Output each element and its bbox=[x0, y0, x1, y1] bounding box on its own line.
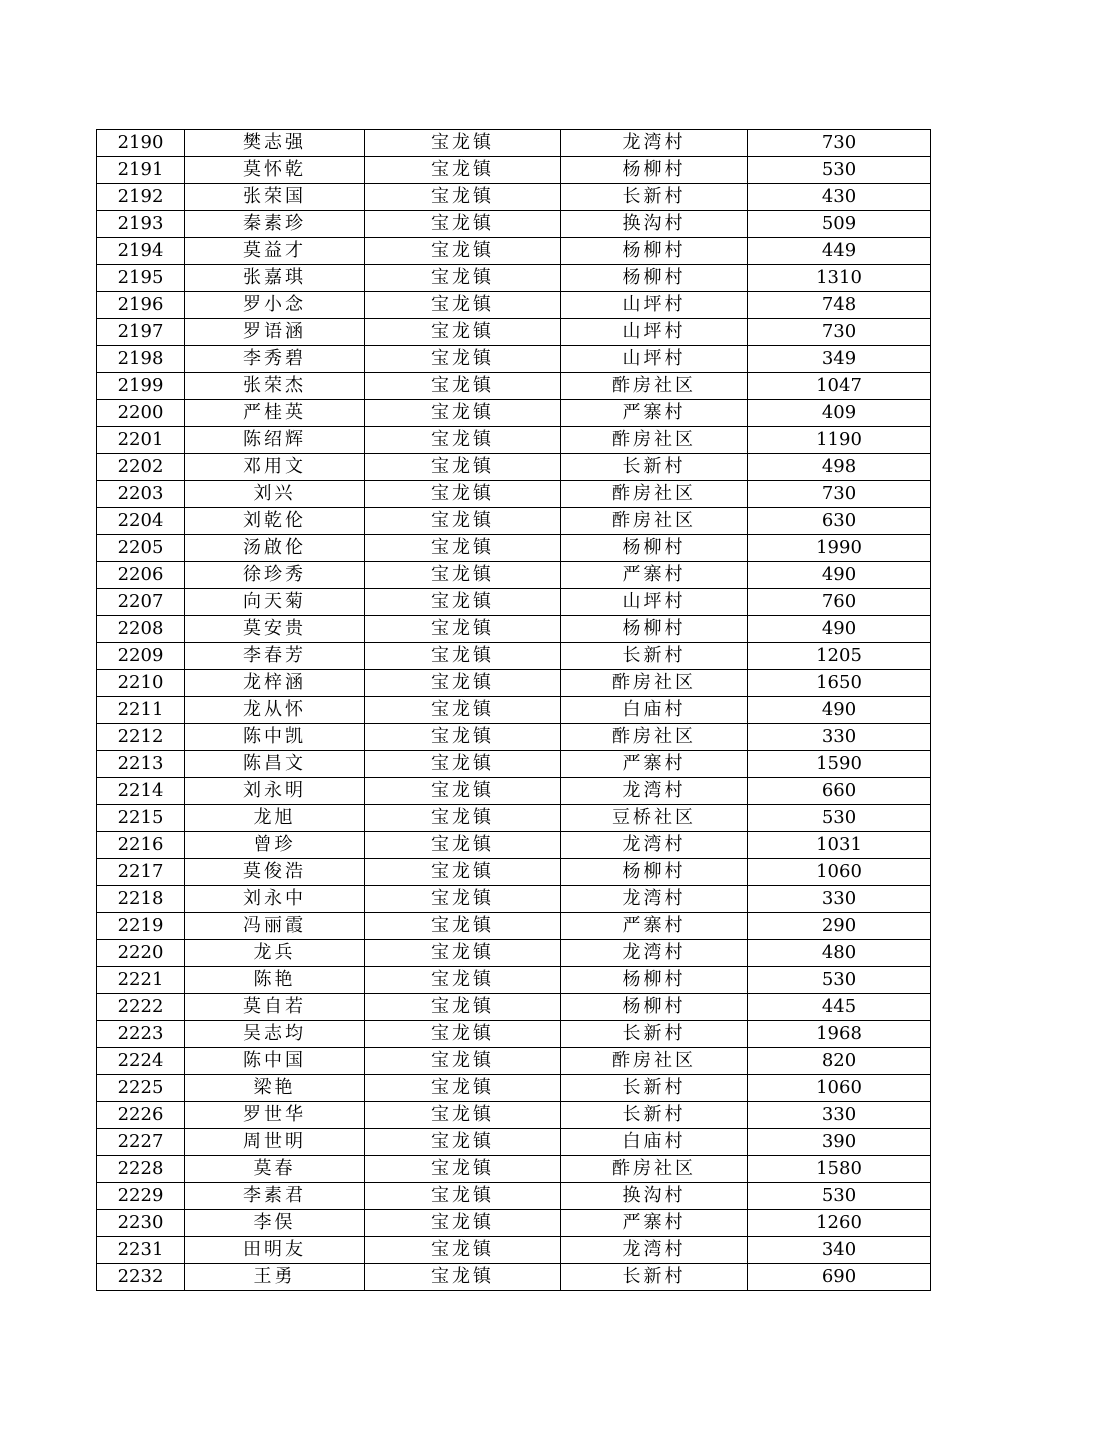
serial-number-cell: 2202 bbox=[97, 454, 185, 481]
person-name-cell: 樊志强 bbox=[185, 130, 365, 157]
town-cell: 宝龙镇 bbox=[365, 994, 561, 1021]
serial-number-cell: 2218 bbox=[97, 886, 185, 913]
person-name-cell: 张荣国 bbox=[185, 184, 365, 211]
amount-cell: 1260 bbox=[748, 1210, 931, 1237]
town-cell: 宝龙镇 bbox=[365, 508, 561, 535]
person-name-cell: 莫自若 bbox=[185, 994, 365, 1021]
serial-number-cell: 2227 bbox=[97, 1129, 185, 1156]
serial-number-cell: 2209 bbox=[97, 643, 185, 670]
town-cell: 宝龙镇 bbox=[365, 130, 561, 157]
table-row bbox=[97, 427, 931, 454]
table-row bbox=[97, 211, 931, 238]
table-row bbox=[97, 805, 931, 832]
village-cell: 山坪村 bbox=[561, 292, 748, 319]
table-row bbox=[97, 616, 931, 643]
town-cell: 宝龙镇 bbox=[365, 562, 561, 589]
person-name-cell: 徐珍秀 bbox=[185, 562, 365, 589]
person-name-cell: 陈昌文 bbox=[185, 751, 365, 778]
serial-number-cell: 2210 bbox=[97, 670, 185, 697]
table-row bbox=[97, 1048, 931, 1075]
serial-number-cell: 2196 bbox=[97, 292, 185, 319]
person-name-cell: 龙梓涵 bbox=[185, 670, 365, 697]
serial-number-cell: 2219 bbox=[97, 913, 185, 940]
town-cell: 宝龙镇 bbox=[365, 157, 561, 184]
table-row bbox=[97, 265, 931, 292]
person-name-cell: 罗世华 bbox=[185, 1102, 365, 1129]
table-row bbox=[97, 130, 931, 157]
person-name-cell: 李素君 bbox=[185, 1183, 365, 1210]
table-row bbox=[97, 454, 931, 481]
amount-cell: 660 bbox=[748, 778, 931, 805]
amount-cell: 1031 bbox=[748, 832, 931, 859]
serial-number-cell: 2205 bbox=[97, 535, 185, 562]
amount-cell: 509 bbox=[748, 211, 931, 238]
amount-cell: 730 bbox=[748, 319, 931, 346]
serial-number-cell: 2208 bbox=[97, 616, 185, 643]
town-cell: 宝龙镇 bbox=[365, 778, 561, 805]
village-cell: 长新村 bbox=[561, 1102, 748, 1129]
serial-number-cell: 2198 bbox=[97, 346, 185, 373]
serial-number-cell: 2194 bbox=[97, 238, 185, 265]
person-name-cell: 莫俊浩 bbox=[185, 859, 365, 886]
amount-cell: 1310 bbox=[748, 265, 931, 292]
serial-number-cell: 2223 bbox=[97, 1021, 185, 1048]
serial-number-cell: 2220 bbox=[97, 940, 185, 967]
amount-cell: 498 bbox=[748, 454, 931, 481]
serial-number-cell: 2203 bbox=[97, 481, 185, 508]
table-row bbox=[97, 832, 931, 859]
amount-cell: 760 bbox=[748, 589, 931, 616]
person-name-cell: 严桂英 bbox=[185, 400, 365, 427]
serial-number-cell: 2212 bbox=[97, 724, 185, 751]
person-name-cell: 秦素珍 bbox=[185, 211, 365, 238]
amount-cell: 490 bbox=[748, 562, 931, 589]
town-cell: 宝龙镇 bbox=[365, 697, 561, 724]
serial-number-cell: 2195 bbox=[97, 265, 185, 292]
serial-number-cell: 2192 bbox=[97, 184, 185, 211]
village-cell: 长新村 bbox=[561, 643, 748, 670]
table-row bbox=[97, 1156, 931, 1183]
table-row bbox=[97, 157, 931, 184]
table-row bbox=[97, 994, 931, 1021]
table-row bbox=[97, 670, 931, 697]
town-cell: 宝龙镇 bbox=[365, 1237, 561, 1264]
person-name-cell: 罗小念 bbox=[185, 292, 365, 319]
amount-cell: 1190 bbox=[748, 427, 931, 454]
amount-cell: 390 bbox=[748, 1129, 931, 1156]
village-cell: 杨柳村 bbox=[561, 535, 748, 562]
person-name-cell: 龙从怀 bbox=[185, 697, 365, 724]
town-cell: 宝龙镇 bbox=[365, 886, 561, 913]
village-cell: 酢房社区 bbox=[561, 670, 748, 697]
person-name-cell: 张荣杰 bbox=[185, 373, 365, 400]
amount-cell: 690 bbox=[748, 1264, 931, 1291]
town-cell: 宝龙镇 bbox=[365, 967, 561, 994]
person-name-cell: 莫春 bbox=[185, 1156, 365, 1183]
serial-number-cell: 2199 bbox=[97, 373, 185, 400]
serial-number-cell: 2216 bbox=[97, 832, 185, 859]
amount-cell: 1650 bbox=[748, 670, 931, 697]
table-row bbox=[97, 184, 931, 211]
town-cell: 宝龙镇 bbox=[365, 319, 561, 346]
village-cell: 酢房社区 bbox=[561, 481, 748, 508]
amount-cell: 409 bbox=[748, 400, 931, 427]
village-cell: 白庙村 bbox=[561, 1129, 748, 1156]
amount-cell: 630 bbox=[748, 508, 931, 535]
serial-number-cell: 2224 bbox=[97, 1048, 185, 1075]
town-cell: 宝龙镇 bbox=[365, 346, 561, 373]
amount-cell: 490 bbox=[748, 697, 931, 724]
person-name-cell: 王勇 bbox=[185, 1264, 365, 1291]
person-name-cell: 向天菊 bbox=[185, 589, 365, 616]
table-row bbox=[97, 886, 931, 913]
village-cell: 长新村 bbox=[561, 184, 748, 211]
town-cell: 宝龙镇 bbox=[365, 184, 561, 211]
person-name-cell: 冯丽霞 bbox=[185, 913, 365, 940]
serial-number-cell: 2228 bbox=[97, 1156, 185, 1183]
serial-number-cell: 2193 bbox=[97, 211, 185, 238]
table-row bbox=[97, 1210, 931, 1237]
person-name-cell: 李俣 bbox=[185, 1210, 365, 1237]
table-row bbox=[97, 1264, 931, 1291]
amount-cell: 820 bbox=[748, 1048, 931, 1075]
table-row bbox=[97, 1021, 931, 1048]
person-name-cell: 莫益才 bbox=[185, 238, 365, 265]
serial-number-cell: 2222 bbox=[97, 994, 185, 1021]
table-row bbox=[97, 1102, 931, 1129]
person-name-cell: 刘兴 bbox=[185, 481, 365, 508]
table-row bbox=[97, 562, 931, 589]
serial-number-cell: 2232 bbox=[97, 1264, 185, 1291]
person-name-cell: 陈中凯 bbox=[185, 724, 365, 751]
table-row bbox=[97, 238, 931, 265]
amount-cell: 490 bbox=[748, 616, 931, 643]
person-name-cell: 李春芳 bbox=[185, 643, 365, 670]
amount-cell: 290 bbox=[748, 913, 931, 940]
table-row bbox=[97, 535, 931, 562]
village-cell: 山坪村 bbox=[561, 589, 748, 616]
person-name-cell: 莫怀乾 bbox=[185, 157, 365, 184]
village-cell: 龙湾村 bbox=[561, 832, 748, 859]
amount-cell: 340 bbox=[748, 1237, 931, 1264]
village-cell: 山坪村 bbox=[561, 346, 748, 373]
amount-cell: 530 bbox=[748, 805, 931, 832]
serial-number-cell: 2217 bbox=[97, 859, 185, 886]
town-cell: 宝龙镇 bbox=[365, 292, 561, 319]
serial-number-cell: 2206 bbox=[97, 562, 185, 589]
person-name-cell: 刘乾伦 bbox=[185, 508, 365, 535]
village-cell: 严寨村 bbox=[561, 562, 748, 589]
serial-number-cell: 2191 bbox=[97, 157, 185, 184]
person-name-cell: 刘永中 bbox=[185, 886, 365, 913]
table-row bbox=[97, 508, 931, 535]
table-row bbox=[97, 778, 931, 805]
table-row bbox=[97, 292, 931, 319]
village-cell: 酢房社区 bbox=[561, 427, 748, 454]
town-cell: 宝龙镇 bbox=[365, 859, 561, 886]
town-cell: 宝龙镇 bbox=[365, 751, 561, 778]
town-cell: 宝龙镇 bbox=[365, 616, 561, 643]
serial-number-cell: 2190 bbox=[97, 130, 185, 157]
serial-number-cell: 2207 bbox=[97, 589, 185, 616]
table-row bbox=[97, 751, 931, 778]
table-row bbox=[97, 697, 931, 724]
serial-number-cell: 2225 bbox=[97, 1075, 185, 1102]
serial-number-cell: 2214 bbox=[97, 778, 185, 805]
serial-number-cell: 2215 bbox=[97, 805, 185, 832]
village-cell: 严寨村 bbox=[561, 1210, 748, 1237]
village-cell: 杨柳村 bbox=[561, 994, 748, 1021]
serial-number-cell: 2213 bbox=[97, 751, 185, 778]
village-cell: 白庙村 bbox=[561, 697, 748, 724]
table-row bbox=[97, 724, 931, 751]
table-row bbox=[97, 346, 931, 373]
amount-cell: 445 bbox=[748, 994, 931, 1021]
serial-number-cell: 2226 bbox=[97, 1102, 185, 1129]
amount-cell: 349 bbox=[748, 346, 931, 373]
town-cell: 宝龙镇 bbox=[365, 1102, 561, 1129]
town-cell: 宝龙镇 bbox=[365, 1156, 561, 1183]
serial-number-cell: 2211 bbox=[97, 697, 185, 724]
village-cell: 严寨村 bbox=[561, 400, 748, 427]
serial-number-cell: 2201 bbox=[97, 427, 185, 454]
amount-cell: 449 bbox=[748, 238, 931, 265]
table-row bbox=[97, 1183, 931, 1210]
village-cell: 龙湾村 bbox=[561, 886, 748, 913]
amount-cell: 330 bbox=[748, 724, 931, 751]
amount-cell: 330 bbox=[748, 886, 931, 913]
town-cell: 宝龙镇 bbox=[365, 1048, 561, 1075]
village-cell: 长新村 bbox=[561, 1075, 748, 1102]
town-cell: 宝龙镇 bbox=[365, 238, 561, 265]
village-cell: 龙湾村 bbox=[561, 940, 748, 967]
table-row bbox=[97, 967, 931, 994]
town-cell: 宝龙镇 bbox=[365, 670, 561, 697]
serial-number-cell: 2229 bbox=[97, 1183, 185, 1210]
town-cell: 宝龙镇 bbox=[365, 1075, 561, 1102]
person-name-cell: 梁艳 bbox=[185, 1075, 365, 1102]
serial-number-cell: 2231 bbox=[97, 1237, 185, 1264]
village-cell: 杨柳村 bbox=[561, 265, 748, 292]
person-name-cell: 龙兵 bbox=[185, 940, 365, 967]
amount-cell: 748 bbox=[748, 292, 931, 319]
village-cell: 杨柳村 bbox=[561, 616, 748, 643]
table-row bbox=[97, 1129, 931, 1156]
amount-cell: 530 bbox=[748, 1183, 931, 1210]
town-cell: 宝龙镇 bbox=[365, 1183, 561, 1210]
amount-cell: 430 bbox=[748, 184, 931, 211]
serial-number-cell: 2197 bbox=[97, 319, 185, 346]
village-cell: 杨柳村 bbox=[561, 859, 748, 886]
village-cell: 换沟村 bbox=[561, 211, 748, 238]
town-cell: 宝龙镇 bbox=[365, 589, 561, 616]
village-cell: 酢房社区 bbox=[561, 724, 748, 751]
town-cell: 宝龙镇 bbox=[365, 454, 561, 481]
town-cell: 宝龙镇 bbox=[365, 373, 561, 400]
person-name-cell: 罗语涵 bbox=[185, 319, 365, 346]
village-cell: 杨柳村 bbox=[561, 238, 748, 265]
town-cell: 宝龙镇 bbox=[365, 643, 561, 670]
person-name-cell: 邓用文 bbox=[185, 454, 365, 481]
amount-cell: 1060 bbox=[748, 859, 931, 886]
table-body bbox=[97, 130, 931, 1291]
village-cell: 长新村 bbox=[561, 454, 748, 481]
village-cell: 严寨村 bbox=[561, 913, 748, 940]
amount-cell: 330 bbox=[748, 1102, 931, 1129]
amount-cell: 1580 bbox=[748, 1156, 931, 1183]
village-cell: 酢房社区 bbox=[561, 373, 748, 400]
town-cell: 宝龙镇 bbox=[365, 724, 561, 751]
person-name-cell: 陈中国 bbox=[185, 1048, 365, 1075]
table-row bbox=[97, 481, 931, 508]
person-name-cell: 莫安贵 bbox=[185, 616, 365, 643]
person-name-cell: 周世明 bbox=[185, 1129, 365, 1156]
village-cell: 山坪村 bbox=[561, 319, 748, 346]
person-name-cell: 刘永明 bbox=[185, 778, 365, 805]
village-cell: 酢房社区 bbox=[561, 508, 748, 535]
serial-number-cell: 2221 bbox=[97, 967, 185, 994]
person-name-cell: 陈绍辉 bbox=[185, 427, 365, 454]
amount-cell: 1990 bbox=[748, 535, 931, 562]
table-row bbox=[97, 1075, 931, 1102]
town-cell: 宝龙镇 bbox=[365, 832, 561, 859]
town-cell: 宝龙镇 bbox=[365, 265, 561, 292]
village-cell: 严寨村 bbox=[561, 751, 748, 778]
amount-cell: 1205 bbox=[748, 643, 931, 670]
village-cell: 龙湾村 bbox=[561, 130, 748, 157]
amount-cell: 730 bbox=[748, 481, 931, 508]
person-name-cell: 吴志均 bbox=[185, 1021, 365, 1048]
town-cell: 宝龙镇 bbox=[365, 1264, 561, 1291]
table-row bbox=[97, 940, 931, 967]
table-row bbox=[97, 589, 931, 616]
table-row bbox=[97, 643, 931, 670]
village-cell: 豆桥社区 bbox=[561, 805, 748, 832]
village-cell: 换沟村 bbox=[561, 1183, 748, 1210]
table-row bbox=[97, 373, 931, 400]
serial-number-cell: 2200 bbox=[97, 400, 185, 427]
amount-cell: 1060 bbox=[748, 1075, 931, 1102]
person-name-cell: 曾珍 bbox=[185, 832, 365, 859]
village-cell: 杨柳村 bbox=[561, 157, 748, 184]
town-cell: 宝龙镇 bbox=[365, 535, 561, 562]
village-cell: 酢房社区 bbox=[561, 1156, 748, 1183]
village-cell: 杨柳村 bbox=[561, 967, 748, 994]
town-cell: 宝龙镇 bbox=[365, 400, 561, 427]
person-name-cell: 李秀碧 bbox=[185, 346, 365, 373]
town-cell: 宝龙镇 bbox=[365, 1021, 561, 1048]
town-cell: 宝龙镇 bbox=[365, 1210, 561, 1237]
amount-cell: 1590 bbox=[748, 751, 931, 778]
town-cell: 宝龙镇 bbox=[365, 427, 561, 454]
serial-number-cell: 2230 bbox=[97, 1210, 185, 1237]
town-cell: 宝龙镇 bbox=[365, 211, 561, 238]
amount-cell: 730 bbox=[748, 130, 931, 157]
table-row bbox=[97, 859, 931, 886]
amount-cell: 480 bbox=[748, 940, 931, 967]
village-cell: 长新村 bbox=[561, 1264, 748, 1291]
town-cell: 宝龙镇 bbox=[365, 481, 561, 508]
person-name-cell: 汤啟伦 bbox=[185, 535, 365, 562]
town-cell: 宝龙镇 bbox=[365, 913, 561, 940]
village-cell: 龙湾村 bbox=[561, 1237, 748, 1264]
village-cell: 酢房社区 bbox=[561, 1048, 748, 1075]
person-name-cell: 田明友 bbox=[185, 1237, 365, 1264]
amount-cell: 530 bbox=[748, 157, 931, 184]
village-cell: 长新村 bbox=[561, 1021, 748, 1048]
table-row bbox=[97, 1237, 931, 1264]
table-row bbox=[97, 913, 931, 940]
serial-number-cell: 2204 bbox=[97, 508, 185, 535]
person-name-cell: 龙旭 bbox=[185, 805, 365, 832]
table-row bbox=[97, 319, 931, 346]
person-name-cell: 陈艳 bbox=[185, 967, 365, 994]
town-cell: 宝龙镇 bbox=[365, 1129, 561, 1156]
data-table bbox=[96, 129, 931, 1291]
amount-cell: 530 bbox=[748, 967, 931, 994]
town-cell: 宝龙镇 bbox=[365, 805, 561, 832]
amount-cell: 1968 bbox=[748, 1021, 931, 1048]
amount-cell: 1047 bbox=[748, 373, 931, 400]
town-cell: 宝龙镇 bbox=[365, 940, 561, 967]
person-name-cell: 张嘉琪 bbox=[185, 265, 365, 292]
table-row bbox=[97, 400, 931, 427]
village-cell: 龙湾村 bbox=[561, 778, 748, 805]
